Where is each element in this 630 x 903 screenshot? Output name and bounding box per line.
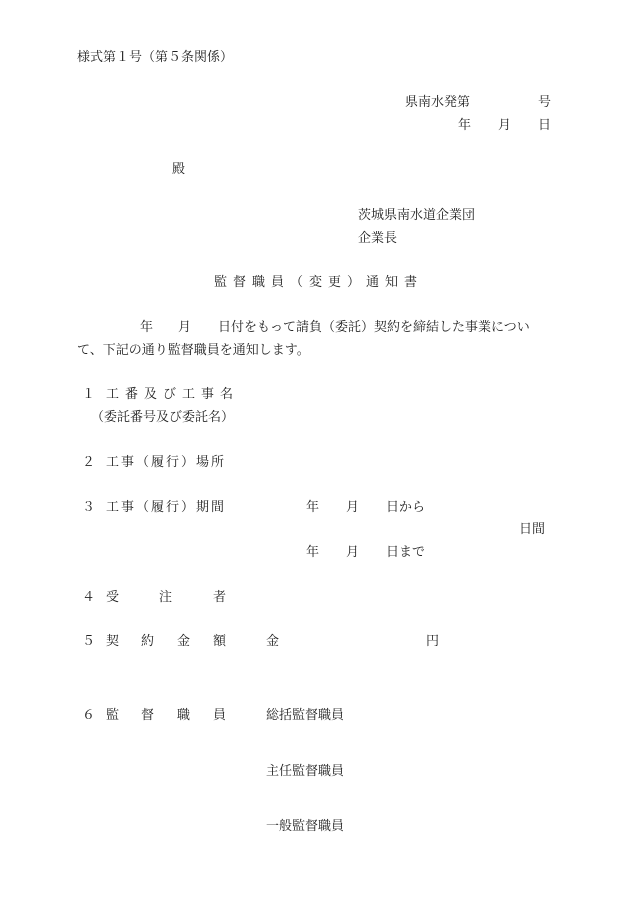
item3-from-month: 月 (346, 500, 360, 515)
document-number-suffix: 号 (538, 95, 552, 110)
contract-amount-kin: 金 (266, 634, 280, 649)
item3-from-year: 年 (306, 500, 320, 515)
item3-to-day: 日まで (386, 545, 426, 560)
item1-sublabel: （委託番号及び委託名） (91, 410, 235, 425)
document-title: 監督職員（変更）通知書 (214, 275, 424, 290)
item1-label: 工番及び工事名 (106, 387, 240, 402)
item6-label-char-2: 督 (141, 708, 155, 723)
issue-date-year: 年 (458, 118, 472, 133)
item2-label: 工事（履行）場所 (106, 455, 227, 470)
item3-to-month: 月 (346, 545, 360, 560)
contract-amount-yen: 円 (426, 634, 440, 649)
item3-duration: 日間 (519, 522, 546, 537)
item3-to-year: 年 (306, 545, 320, 560)
body-date-year: 年 (140, 320, 154, 335)
issue-date-month: 月 (498, 118, 512, 133)
recipient-honorific: 殿 (172, 162, 186, 177)
item4-label-char-1: 受 (106, 590, 120, 605)
item2-number: ２ (82, 455, 96, 470)
item6-label-char-1: 監 (106, 708, 120, 723)
item6-label-char-3: 職 (177, 708, 191, 723)
item6-label-char-4: 員 (213, 708, 227, 723)
item5-label-char-2: 約 (141, 634, 155, 649)
item1-number: １ (82, 387, 96, 402)
sender-title: 企業長 (358, 231, 398, 246)
supervisor-role-regular: 一般監督職員 (266, 819, 345, 834)
issue-date-day: 日 (538, 118, 552, 133)
document-number-prefix: 県南水発第 (405, 95, 471, 110)
item4-number: ４ (82, 590, 96, 605)
item4-label-char-3: 者 (213, 590, 227, 605)
item5-label-char-4: 額 (213, 634, 227, 649)
body-line2: て、下記の通り監督職員を通知します。 (77, 343, 310, 358)
item5-number: ５ (82, 634, 96, 649)
item3-label: 工事（履行）期間 (106, 500, 227, 515)
item3-from-day: 日から (386, 500, 426, 515)
item6-number: ６ (82, 708, 96, 723)
supervisor-role-chief: 主任監督職員 (266, 764, 345, 779)
form-number: 様式第１号（第５条関係） (77, 50, 234, 65)
sender-organization: 茨城県南水道企業団 (358, 208, 476, 223)
supervisor-role-general: 総括監督職員 (266, 708, 345, 723)
item3-number: ３ (82, 500, 96, 515)
body-line1: 日付をもって請負（委託）契約を締結した事業につい (218, 320, 530, 335)
item5-label-char-3: 金 (177, 634, 191, 649)
item5-label-char-1: 契 (106, 634, 120, 649)
item4-label-char-2: 注 (159, 590, 173, 605)
body-date-month: 月 (178, 320, 192, 335)
